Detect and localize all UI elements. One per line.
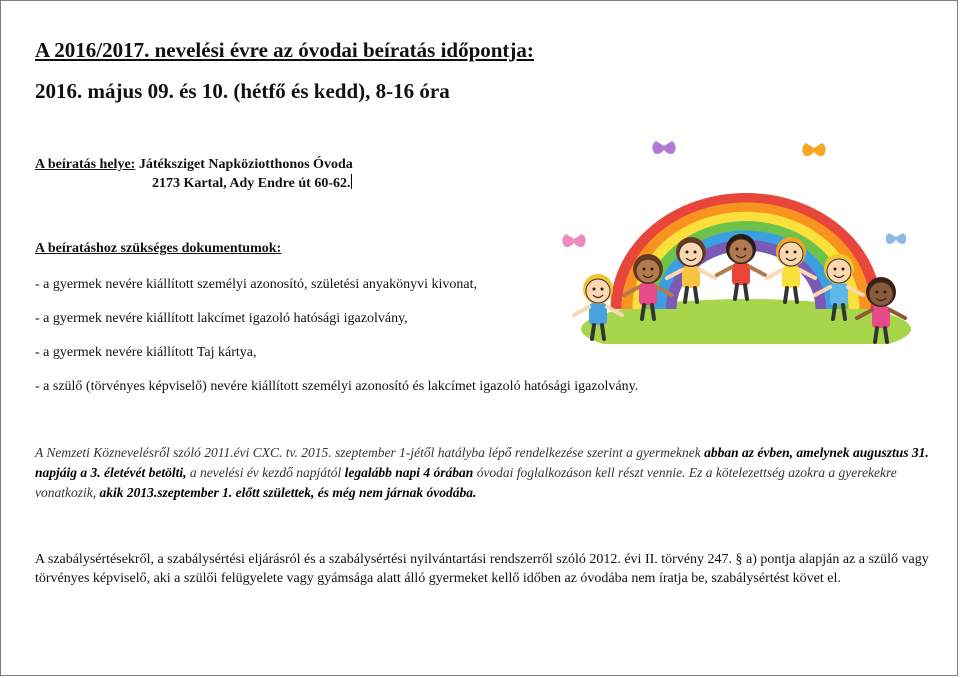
- butterfly-icon: [562, 234, 585, 247]
- documents-list: [35, 277, 638, 413]
- butterfly-icon: [652, 141, 675, 154]
- list-item: - a szülő (törvényes képviselő) nevére kiállított személyi azonosító és lakcímet igazoló hatósági igazolvány.: [35, 379, 639, 394]
- list-item: - a gyermek nevére kiállított személyi azonosító, születési anyakönyvi kivonat,: [35, 277, 478, 292]
- enrollment-date: 2016. május 09. és 10. (hétfő és kedd), 8-16 óra: [35, 79, 450, 103]
- enrollment-location: [35, 155, 353, 193]
- law-emphasis: akik 2013.szeptember 1. előtt születtek, és még nem járnak óvodába.: [99, 485, 477, 500]
- list-item: - a gyermek nevére kiállított lakcímet igazoló hatósági igazolvány,: [35, 311, 408, 326]
- butterfly-icon: [886, 233, 906, 244]
- rainbow-children-illustration: [556, 134, 926, 344]
- offense-paragraph: A szabálysértésekről, a szabálysértési eljárásról és a szabálysértési nyilvántartási rendszerről szóló 2012. évi II. törvény 247. § a) pontja alapján az a szülő vagy törvényes képviselő, aki a szülői felügyelete vagy gyámsága alatt álló gyermeket kellő időben az óvodába nem íratja be, szabálysértést követ el.: [35, 552, 929, 586]
- location-address: 2173 Kartal, Ady Endre út 60-62.: [152, 176, 351, 191]
- law-emphasis: legalább napi 4 órában: [344, 465, 474, 480]
- law-paragraph: [35, 443, 930, 503]
- law-text: A Nemzeti Köznevelésről szóló 2011.évi CXC. tv. 2015. szeptember 1-jétől hatályba lépő rendelkezése szerint a gyermeknek: [35, 445, 705, 460]
- location-label: A beíratás helye:: [35, 157, 136, 172]
- documents-heading: A beíratáshoz szükséges dokumentumok:: [35, 241, 282, 256]
- law-text: a nevelési év kezdő napjától: [186, 465, 345, 480]
- page-title: A 2016/2017. nevelési évre az óvodai beíratás időpontja:: [35, 38, 534, 62]
- text-cursor: [351, 174, 352, 189]
- butterfly-icon: [802, 143, 825, 156]
- list-item: - a gyermek nevére kiállított Taj kártya,: [35, 345, 257, 360]
- law-text: óvodai foglalkozáson kell részt vennie. Ez a kötelezettség azokra a gyerekekre vonatkozik,: [35, 465, 897, 500]
- law-emphasis: abban az évben, amelynek augusztus 31. napjáig a 3. életévét betölti,: [35, 445, 929, 480]
- location-name: Játéksziget Napköziotthonos Óvoda: [138, 157, 353, 172]
